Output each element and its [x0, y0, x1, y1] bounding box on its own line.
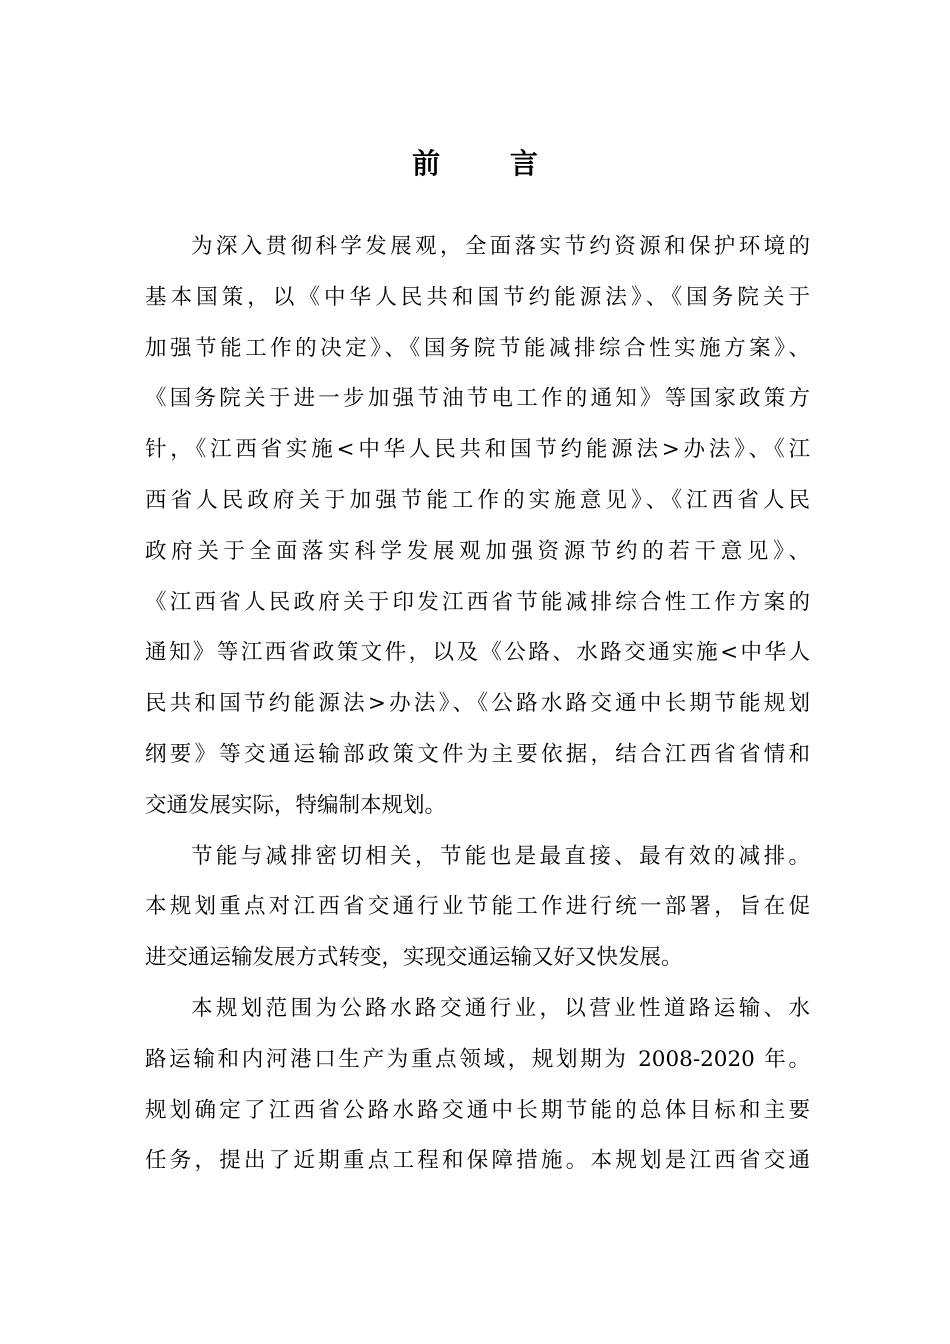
body-text [145, 222, 810, 1187]
text-line: 节能与减排密切相关，节能也是最直接、最有效的减排。 [191, 843, 810, 869]
text-line: 本规划重点对江西省交通行业节能工作进行统一部署，旨在促 [145, 894, 810, 920]
text-line: 民共和国节约能源法>办法》、《公路水路交通中长期节能规划 [145, 691, 810, 717]
page-title: 前 言 [412, 147, 568, 180]
text-line: 任务，提出了近期重点工程和保障措施。本规划是江西省交通 [145, 1148, 810, 1174]
text-line: 规划确定了江西省公路水路交通中长期节能的总体目标和主要 [145, 1097, 810, 1123]
text-line: 《江西省人民政府关于印发江西省节能减排综合性工作方案的 [145, 589, 810, 615]
text-line: 交通发展实际，特编制本规划。 [145, 792, 447, 818]
text-line: 进交通运输发展方式转变，实现交通运输又好又快发展。 [145, 945, 683, 971]
text-line: 政府关于全面落实科学发展观加强资源节约的若干意见》、 [145, 538, 810, 564]
text-line: 为深入贯彻科学发展观，全面落实节约资源和保护环境的 [191, 234, 810, 259]
text-line: 《国务院关于进一步加强节油节电工作的通知》等国家政策方 [145, 386, 810, 412]
text-line: 针，《江西省实施<中华人民共和国节约能源法>办法》、《江 [145, 437, 810, 463]
text-line: 路运输和内河港口生产为重点领域，规划期为 2008-2020 年。 [145, 1046, 810, 1072]
text-line: 基本国策，以《中华人民共和国节约能源法》、《国务院关于 [145, 284, 810, 310]
text-line: 西省人民政府关于加强节能工作的实施意见》、《江西省人民 [145, 487, 810, 513]
text-line: 纲要》等交通运输部政策文件为主要依据，结合江西省省情和 [145, 741, 810, 767]
text-line: 本规划范围为公路水路交通行业，以营业性道路运输、水 [191, 995, 810, 1021]
text-line: 加强节能工作的决定》、《国务院节能减排综合性实施方案》、 [145, 335, 810, 361]
text-line: 通知》等江西省政策文件，以及《公路、水路交通实施<中华人 [145, 640, 810, 666]
